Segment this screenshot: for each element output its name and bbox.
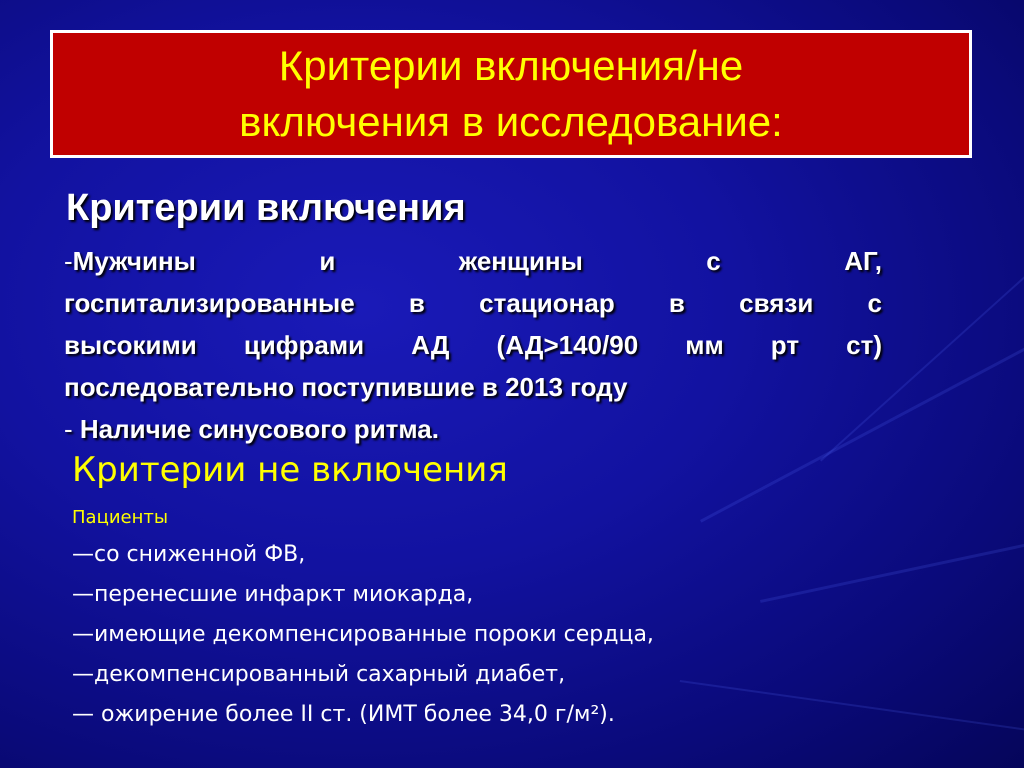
inclusion-bullet-2-text: Наличие синусового ритма. [72, 414, 439, 444]
slide-title-box [50, 30, 972, 158]
background-ray [760, 521, 1024, 603]
inclusion-criteria-heading: Критерии включения [66, 187, 466, 229]
inclusion-bullet-1-line-1 [64, 240, 882, 282]
bullet-dash: - [64, 246, 73, 276]
slide-title-line-2: включения в исследование: [239, 98, 783, 145]
inclusion-bullet-2 [64, 408, 882, 450]
inclusion-criteria-body [64, 240, 882, 450]
slide-title-line-1: Критерии включения/не [278, 42, 744, 89]
exclusion-item: —имеющие декомпенсированные пороки сердца, [72, 622, 654, 647]
inclusion-bullet-1-line-3: высокими цифрами АД (АД>140/90 мм рт ст) [64, 330, 882, 360]
exclusion-criteria-list [72, 535, 654, 735]
exclusion-item: —декомпенсированный сахарный диабет, [72, 662, 566, 687]
inclusion-bullet-1-line-2: госпитализированные в стационар в связи с [64, 288, 882, 318]
inclusion-bullet-1-text: Мужчины и женщины с АГ, [72, 246, 882, 276]
patients-label: Пациенты [72, 507, 169, 528]
exclusion-item: —перенесшие инфаркт миокарда, [72, 582, 474, 607]
background-ray [680, 680, 1024, 740]
bullet-dash: - [64, 414, 73, 444]
exclusion-item: — ожирение более II ст. (ИМТ более 34,0 г/м²). [72, 702, 615, 727]
exclusion-criteria-heading: Критерии не включения [72, 450, 508, 490]
exclusion-item: —со сниженной ФВ, [72, 542, 306, 567]
inclusion-bullet-1-line-4: последовательно поступившие в 2013 году [64, 372, 628, 402]
